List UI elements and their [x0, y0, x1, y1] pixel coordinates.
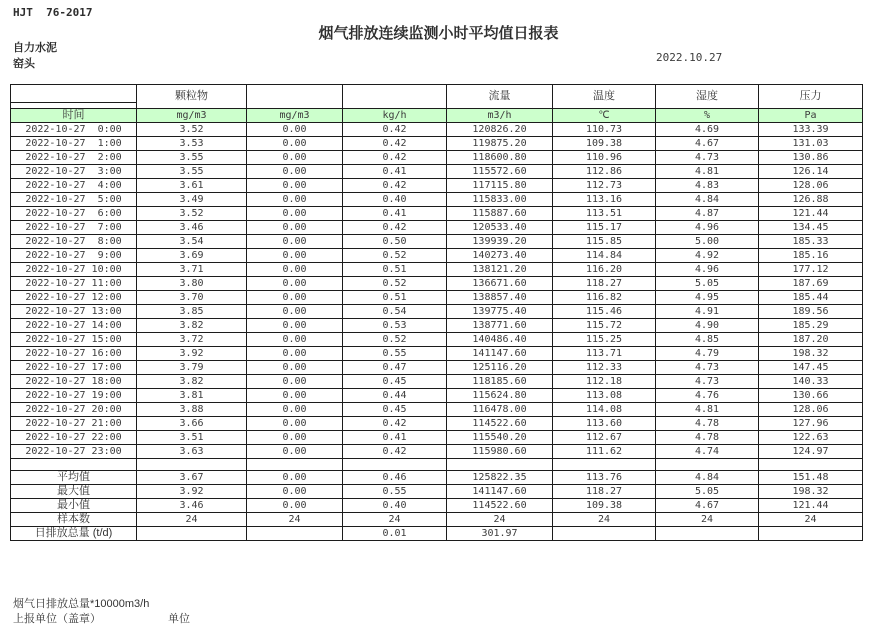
value-cell: 112.18	[553, 375, 656, 389]
value-cell: 0.00	[247, 417, 343, 431]
unit-header: mg/m3	[137, 109, 247, 123]
value-cell: 115.72	[553, 319, 656, 333]
time-cell: 2022-10-27 18:00	[11, 375, 137, 389]
summary-label-cell: 日排放总量 (t/d)	[11, 527, 137, 541]
value-cell: 3.81	[137, 389, 247, 403]
summary-value-cell: 109.38	[553, 499, 656, 513]
blank-cell	[553, 459, 656, 471]
value-cell: 115887.60	[447, 207, 553, 221]
value-cell: 3.92	[137, 347, 247, 361]
value-cell: 3.49	[137, 193, 247, 207]
time-cell: 2022-10-27 9:00	[11, 249, 137, 263]
column-group-header: 温度	[553, 85, 656, 109]
value-cell: 3.66	[137, 417, 247, 431]
column-group-header: 流量	[447, 85, 553, 109]
value-cell: 0.42	[343, 151, 447, 165]
blank-cell	[247, 459, 343, 471]
value-cell: 112.86	[553, 165, 656, 179]
value-cell: 0.52	[343, 277, 447, 291]
summary-value-cell	[759, 527, 863, 541]
summary-value-cell: 0.46	[343, 471, 447, 485]
time-cell: 2022-10-27 0:00	[11, 123, 137, 137]
summary-value-cell: 0.40	[343, 499, 447, 513]
report-table	[10, 84, 863, 541]
value-cell: 0.51	[343, 291, 447, 305]
value-cell: 0.50	[343, 235, 447, 249]
time-cell: 2022-10-27 11:00	[11, 277, 137, 291]
summary-value-cell: 24	[447, 513, 553, 527]
time-cell: 2022-10-27 8:00	[11, 235, 137, 249]
value-cell: 0.00	[247, 333, 343, 347]
value-cell: 115.17	[553, 221, 656, 235]
value-cell: 3.70	[137, 291, 247, 305]
value-cell: 3.61	[137, 179, 247, 193]
summary-row	[11, 513, 863, 527]
value-cell: 0.00	[247, 361, 343, 375]
table-row	[11, 291, 863, 305]
summary-value-cell	[656, 527, 759, 541]
standard-code: HJT 76-2017	[13, 6, 93, 19]
value-cell: 115.25	[553, 333, 656, 347]
column-group-header: 压力	[759, 85, 863, 109]
value-cell: 0.42	[343, 123, 447, 137]
value-cell: 3.54	[137, 235, 247, 249]
unit-header: %	[656, 109, 759, 123]
value-cell: 113.51	[553, 207, 656, 221]
company-name: 自力水泥	[13, 42, 57, 54]
value-cell: 4.73	[656, 361, 759, 375]
value-cell: 185.16	[759, 249, 863, 263]
value-cell: 4.69	[656, 123, 759, 137]
summary-value-cell: 24	[553, 513, 656, 527]
time-cell: 2022-10-27 15:00	[11, 333, 137, 347]
blank-cell	[137, 459, 247, 471]
value-cell: 185.29	[759, 319, 863, 333]
value-cell: 0.00	[247, 389, 343, 403]
value-cell: 115833.00	[447, 193, 553, 207]
value-cell: 0.52	[343, 333, 447, 347]
value-cell: 4.76	[656, 389, 759, 403]
column-group-header	[247, 85, 343, 109]
value-cell: 0.45	[343, 403, 447, 417]
value-cell: 4.78	[656, 431, 759, 445]
value-cell: 122.63	[759, 431, 863, 445]
value-cell: 0.55	[343, 347, 447, 361]
value-cell: 4.81	[656, 165, 759, 179]
value-cell: 187.20	[759, 333, 863, 347]
time-cell: 2022-10-27 13:00	[11, 305, 137, 319]
value-cell: 121.44	[759, 207, 863, 221]
table-row	[11, 361, 863, 375]
table-row	[11, 375, 863, 389]
footer-note: 烟气日排放总量*10000m3/h	[13, 598, 150, 610]
time-cell: 2022-10-27 2:00	[11, 151, 137, 165]
value-cell: 115572.60	[447, 165, 553, 179]
table-row	[11, 235, 863, 249]
value-cell: 128.06	[759, 403, 863, 417]
value-cell: 120826.20	[447, 123, 553, 137]
time-cell: 2022-10-27 20:00	[11, 403, 137, 417]
summary-value-cell: 198.32	[759, 485, 863, 499]
value-cell: 0.42	[343, 445, 447, 459]
value-cell: 113.71	[553, 347, 656, 361]
value-cell: 116478.00	[447, 403, 553, 417]
unit-header: m3/h	[447, 109, 553, 123]
value-cell: 116.20	[553, 263, 656, 277]
summary-value-cell: 24	[759, 513, 863, 527]
value-cell: 0.42	[343, 179, 447, 193]
value-cell: 0.41	[343, 207, 447, 221]
value-cell: 140.33	[759, 375, 863, 389]
value-cell: 118600.80	[447, 151, 553, 165]
value-cell: 0.47	[343, 361, 447, 375]
value-cell: 4.84	[656, 193, 759, 207]
value-cell: 0.00	[247, 235, 343, 249]
value-cell: 0.41	[343, 431, 447, 445]
spacer-row	[11, 459, 863, 471]
value-cell: 138857.40	[447, 291, 553, 305]
blank-cell	[656, 459, 759, 471]
value-cell: 0.51	[343, 263, 447, 277]
time-cell: 2022-10-27 16:00	[11, 347, 137, 361]
value-cell: 138121.20	[447, 263, 553, 277]
summary-value-cell: 0.00	[247, 471, 343, 485]
summary-value-cell: 4.67	[656, 499, 759, 513]
unit-header: kg/h	[343, 109, 447, 123]
value-cell: 130.66	[759, 389, 863, 403]
value-cell: 139939.20	[447, 235, 553, 249]
value-cell: 140273.40	[447, 249, 553, 263]
time-cell: 2022-10-27 14:00	[11, 319, 137, 333]
table-row	[11, 347, 863, 361]
summary-value-cell: 121.44	[759, 499, 863, 513]
summary-value-cell: 0.01	[343, 527, 447, 541]
summary-value-cell: 0.55	[343, 485, 447, 499]
value-cell: 133.39	[759, 123, 863, 137]
time-cell: 2022-10-27 12:00	[11, 291, 137, 305]
time-cell: 2022-10-27 21:00	[11, 417, 137, 431]
summary-row	[11, 499, 863, 513]
value-cell: 114.08	[553, 403, 656, 417]
time-cell: 2022-10-27 10:00	[11, 263, 137, 277]
table-row	[11, 333, 863, 347]
value-cell: 0.00	[247, 305, 343, 319]
value-cell: 110.73	[553, 123, 656, 137]
value-cell: 3.82	[137, 375, 247, 389]
value-cell: 139775.40	[447, 305, 553, 319]
monitoring-point: 窑头	[13, 58, 35, 70]
value-cell: 0.00	[247, 193, 343, 207]
value-cell: 147.45	[759, 361, 863, 375]
value-cell: 116.82	[553, 291, 656, 305]
value-cell: 0.00	[247, 445, 343, 459]
value-cell: 115980.60	[447, 445, 553, 459]
value-cell: 0.42	[343, 221, 447, 235]
value-cell: 124.97	[759, 445, 863, 459]
column-group-header	[343, 85, 447, 109]
value-cell: 126.88	[759, 193, 863, 207]
value-cell: 5.00	[656, 235, 759, 249]
table-row	[11, 193, 863, 207]
value-cell: 111.62	[553, 445, 656, 459]
time-cell: 2022-10-27 6:00	[11, 207, 137, 221]
value-cell: 4.96	[656, 263, 759, 277]
table-row	[11, 165, 863, 179]
value-cell: 4.92	[656, 249, 759, 263]
value-cell: 0.00	[247, 249, 343, 263]
time-cell: 2022-10-27 23:00	[11, 445, 137, 459]
table-row	[11, 389, 863, 403]
time-cell: 2022-10-27 4:00	[11, 179, 137, 193]
value-cell: 4.81	[656, 403, 759, 417]
value-cell: 0.00	[247, 165, 343, 179]
value-cell: 4.96	[656, 221, 759, 235]
summary-value-cell: 3.92	[137, 485, 247, 499]
value-cell: 4.78	[656, 417, 759, 431]
summary-value-cell	[137, 527, 247, 541]
value-cell: 4.73	[656, 375, 759, 389]
value-cell: 136671.60	[447, 277, 553, 291]
value-cell: 118.27	[553, 277, 656, 291]
time-cell: 2022-10-27 17:00	[11, 361, 137, 375]
value-cell: 3.55	[137, 151, 247, 165]
value-cell: 112.33	[553, 361, 656, 375]
summary-value-cell: 301.97	[447, 527, 553, 541]
time-cell: 2022-10-27 3:00	[11, 165, 137, 179]
value-cell: 141147.60	[447, 347, 553, 361]
value-cell: 127.96	[759, 417, 863, 431]
value-cell: 0.00	[247, 179, 343, 193]
summary-value-cell: 113.76	[553, 471, 656, 485]
value-cell: 3.46	[137, 221, 247, 235]
value-cell: 3.79	[137, 361, 247, 375]
summary-value-cell: 4.84	[656, 471, 759, 485]
value-cell: 185.44	[759, 291, 863, 305]
value-cell: 117115.80	[447, 179, 553, 193]
value-cell: 3.69	[137, 249, 247, 263]
value-cell: 4.91	[656, 305, 759, 319]
value-cell: 4.90	[656, 319, 759, 333]
value-cell: 0.52	[343, 249, 447, 263]
summary-value-cell	[553, 527, 656, 541]
value-cell: 120533.40	[447, 221, 553, 235]
value-cell: 0.45	[343, 375, 447, 389]
table-row	[11, 207, 863, 221]
value-cell: 0.00	[247, 403, 343, 417]
value-cell: 3.51	[137, 431, 247, 445]
value-cell: 0.41	[343, 165, 447, 179]
summary-label-cell: 最小值	[11, 499, 137, 513]
value-cell: 115.85	[553, 235, 656, 249]
value-cell: 0.00	[247, 137, 343, 151]
time-column-header: 时间	[11, 109, 137, 123]
value-cell: 4.85	[656, 333, 759, 347]
table-row	[11, 305, 863, 319]
value-cell: 134.45	[759, 221, 863, 235]
summary-value-cell: 24	[343, 513, 447, 527]
value-cell: 3.63	[137, 445, 247, 459]
value-cell: 0.00	[247, 347, 343, 361]
value-cell: 130.86	[759, 151, 863, 165]
time-header-blank-top	[11, 85, 137, 103]
value-cell: 112.73	[553, 179, 656, 193]
value-cell: 114.84	[553, 249, 656, 263]
unit-header: Pa	[759, 109, 863, 123]
table-row	[11, 445, 863, 459]
summary-value-cell: 118.27	[553, 485, 656, 499]
value-cell: 0.00	[247, 263, 343, 277]
value-cell: 128.06	[759, 179, 863, 193]
value-cell: 4.87	[656, 207, 759, 221]
time-cell: 2022-10-27 22:00	[11, 431, 137, 445]
value-cell: 4.83	[656, 179, 759, 193]
summary-value-cell: 125822.35	[447, 471, 553, 485]
time-cell: 2022-10-27 7:00	[11, 221, 137, 235]
reporting-org-label: 上报单位（盖章）	[13, 613, 101, 624]
value-cell: 140486.40	[447, 333, 553, 347]
table-row	[11, 263, 863, 277]
value-cell: 110.96	[553, 151, 656, 165]
value-cell: 0.00	[247, 151, 343, 165]
table-row	[11, 179, 863, 193]
unit-label: 单位	[168, 613, 190, 624]
table-row	[11, 403, 863, 417]
value-cell: 0.00	[247, 431, 343, 445]
value-cell: 0.00	[247, 221, 343, 235]
value-cell: 4.67	[656, 137, 759, 151]
value-cell: 0.54	[343, 305, 447, 319]
column-group-header: 颗粒物	[137, 85, 247, 109]
value-cell: 3.71	[137, 263, 247, 277]
column-group-header: 湿度	[656, 85, 759, 109]
unit-header: ℃	[553, 109, 656, 123]
unit-header: mg/m3	[247, 109, 343, 123]
value-cell: 3.55	[137, 165, 247, 179]
value-cell: 115.46	[553, 305, 656, 319]
value-cell: 113.08	[553, 389, 656, 403]
summary-value-cell: 24	[656, 513, 759, 527]
value-cell: 3.52	[137, 207, 247, 221]
summary-value-cell: 0.00	[247, 485, 343, 499]
value-cell: 138771.60	[447, 319, 553, 333]
table-row	[11, 277, 863, 291]
summary-value-cell: 24	[137, 513, 247, 527]
table-row	[11, 221, 863, 235]
value-cell: 3.72	[137, 333, 247, 347]
value-cell: 0.00	[247, 291, 343, 305]
time-cell: 2022-10-27 19:00	[11, 389, 137, 403]
value-cell: 4.74	[656, 445, 759, 459]
value-cell: 126.14	[759, 165, 863, 179]
value-cell: 3.85	[137, 305, 247, 319]
summary-label-cell: 平均值	[11, 471, 137, 485]
summary-value-cell: 114522.60	[447, 499, 553, 513]
blank-cell	[759, 459, 863, 471]
value-cell: 115540.20	[447, 431, 553, 445]
table-row	[11, 417, 863, 431]
value-cell: 185.33	[759, 235, 863, 249]
value-cell: 3.88	[137, 403, 247, 417]
value-cell: 114522.60	[447, 417, 553, 431]
time-cell: 2022-10-27 5:00	[11, 193, 137, 207]
table-row	[11, 249, 863, 263]
page-title: 烟气排放连续监测小时平均值日报表	[318, 25, 559, 42]
summary-row	[11, 527, 863, 541]
table-row	[11, 123, 863, 137]
value-cell: 189.56	[759, 305, 863, 319]
value-cell: 0.53	[343, 319, 447, 333]
value-cell: 0.42	[343, 137, 447, 151]
table-row	[11, 137, 863, 151]
value-cell: 0.00	[247, 319, 343, 333]
summary-value-cell: 24	[247, 513, 343, 527]
value-cell: 109.38	[553, 137, 656, 151]
value-cell: 125116.20	[447, 361, 553, 375]
value-cell: 3.53	[137, 137, 247, 151]
value-cell: 4.79	[656, 347, 759, 361]
value-cell: 0.42	[343, 417, 447, 431]
value-cell: 187.69	[759, 277, 863, 291]
table-row	[11, 431, 863, 445]
value-cell: 177.12	[759, 263, 863, 277]
summary-row	[11, 485, 863, 499]
summary-label-cell: 最大值	[11, 485, 137, 499]
value-cell: 112.67	[553, 431, 656, 445]
value-cell: 115624.80	[447, 389, 553, 403]
table-row	[11, 151, 863, 165]
value-cell: 0.40	[343, 193, 447, 207]
value-cell: 198.32	[759, 347, 863, 361]
time-cell: 2022-10-27 1:00	[11, 137, 137, 151]
summary-value-cell	[247, 527, 343, 541]
summary-value-cell: 3.67	[137, 471, 247, 485]
summary-value-cell: 3.46	[137, 499, 247, 513]
value-cell: 0.00	[247, 207, 343, 221]
value-cell: 131.03	[759, 137, 863, 151]
summary-value-cell: 141147.60	[447, 485, 553, 499]
blank-cell	[11, 459, 137, 471]
blank-cell	[343, 459, 447, 471]
summary-row	[11, 471, 863, 485]
value-cell: 3.82	[137, 319, 247, 333]
value-cell: 119875.20	[447, 137, 553, 151]
summary-label-cell: 样本数	[11, 513, 137, 527]
value-cell: 4.73	[656, 151, 759, 165]
summary-value-cell: 151.48	[759, 471, 863, 485]
report-date: 2022.10.27	[656, 51, 723, 64]
summary-value-cell: 0.00	[247, 499, 343, 513]
blank-cell	[447, 459, 553, 471]
value-cell: 0.00	[247, 123, 343, 137]
value-cell: 3.80	[137, 277, 247, 291]
value-cell: 113.60	[553, 417, 656, 431]
summary-value-cell: 5.05	[656, 485, 759, 499]
value-cell: 3.52	[137, 123, 247, 137]
value-cell: 5.05	[656, 277, 759, 291]
value-cell: 0.00	[247, 375, 343, 389]
value-cell: 0.44	[343, 389, 447, 403]
value-cell: 0.00	[247, 277, 343, 291]
value-cell: 113.16	[553, 193, 656, 207]
value-cell: 118185.60	[447, 375, 553, 389]
value-cell: 4.95	[656, 291, 759, 305]
table-row	[11, 319, 863, 333]
